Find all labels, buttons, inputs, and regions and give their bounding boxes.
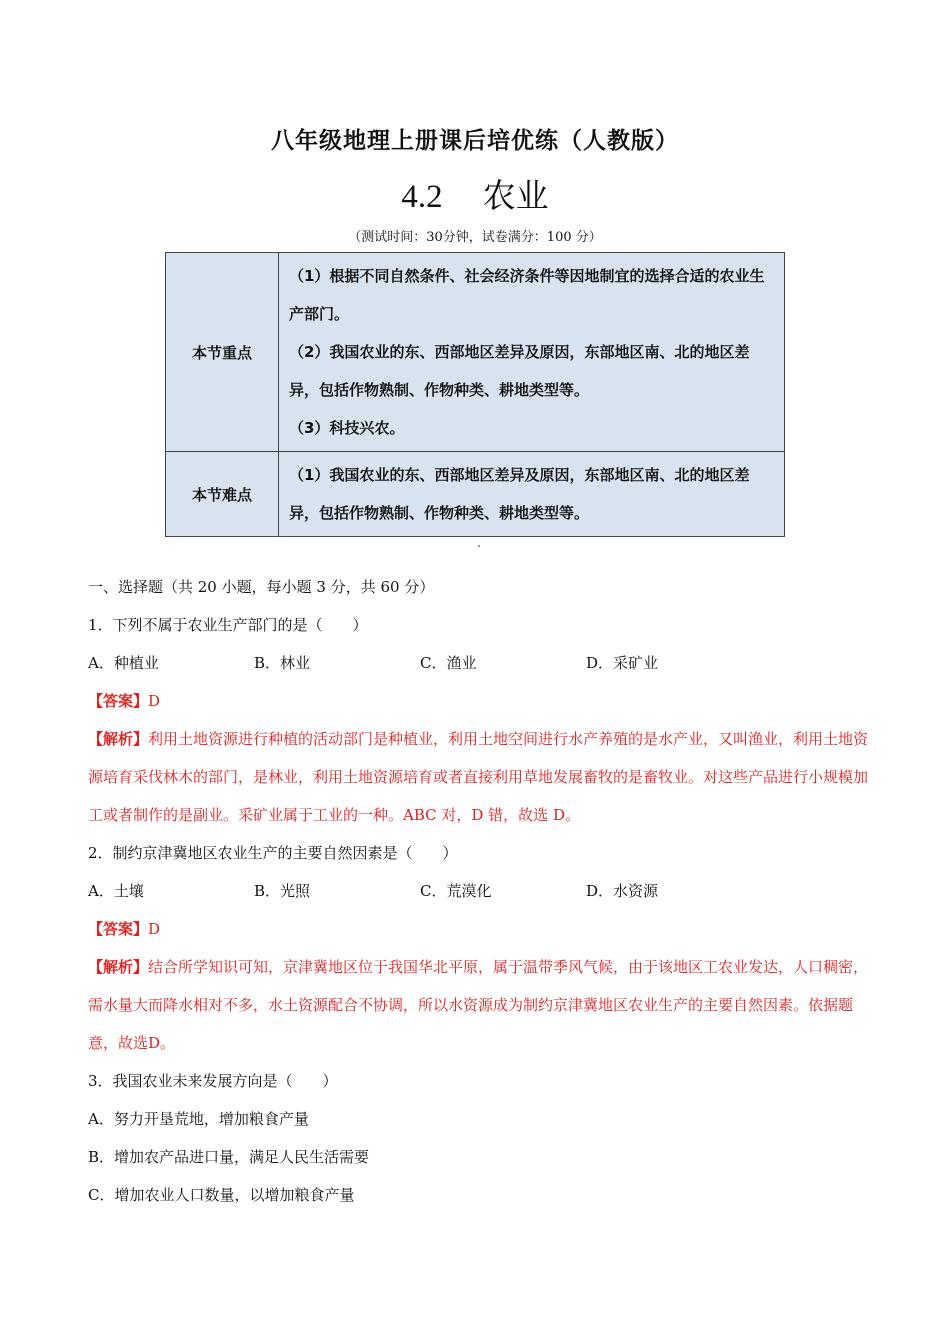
difficult-point-item: （1）我国农业的东、西部地区差异及原因，东部地区南、北的地区差异，包括作物熟制、作物种类、耕地类型等。	[289, 466, 750, 522]
questions-area	[88, 568, 878, 1214]
key-points-label: 本节重点	[166, 253, 279, 452]
question-2-analysis	[88, 948, 878, 1062]
difficult-points-content	[279, 452, 785, 537]
question-1-options	[88, 644, 878, 682]
option-a: A．努力开垦荒地，增加粮食产量	[88, 1110, 309, 1128]
difficult-points-label: 本节难点	[166, 452, 279, 537]
key-points-content	[279, 253, 785, 452]
question-2-options	[88, 872, 878, 910]
divider-dot	[478, 545, 480, 547]
key-points-row	[166, 253, 785, 452]
key-points-table	[165, 252, 785, 537]
answer-value: D	[148, 692, 161, 710]
key-point-item: （3）科技兴农。	[289, 419, 405, 437]
question-2-answer	[88, 910, 878, 948]
answer-value: D	[148, 920, 161, 938]
option-b: B．林业	[254, 654, 311, 672]
question-1-answer	[88, 682, 878, 720]
question-2-stem: 2．制约京津冀地区农业生产的主要自然因素是（ ）	[88, 844, 458, 862]
analysis-text: 结合所学知识可知，京津冀地区位于我国华北平原，属于温带季风气候，由于该地区工农业发达，人口稠密，需水量大而降水相对不多，水土资源配合不协调，所以水资源成为制约京津冀地区农业生产的主要自然因素。依据题意，故选D。	[88, 958, 869, 1052]
option-d: D．水资源	[586, 882, 659, 900]
analysis-text: 利用土地资源进行种植的活动部门是种植业，利用土地空间进行水产养殖的是水产业，又叫渔业，利用土地资源培育采伐林木的部门，是林业，利用土地资源培育或者直接利用草地发展畜牧的是畜牧业。对这些产品进行小规模加工或者制作的是副业。采矿业属于工业的一种。ABC 对，D 错，故选 D。	[88, 730, 869, 824]
option-c: C．增加农业人口数量，以增加粮食产量	[88, 1186, 355, 1204]
section-number: 4.2	[401, 179, 443, 215]
answer-tag: 【答案】	[88, 920, 149, 938]
option-b: B．增加农产品进口量，满足人民生活需要	[88, 1148, 370, 1166]
option-b: B．光照	[254, 882, 311, 900]
answer-tag: 【答案】	[88, 692, 149, 710]
document-title: 八年级地理上册课后培优练（人教版）	[271, 128, 679, 154]
option-c: C．荒漠化	[420, 882, 492, 900]
test-info: （测试时间：30分钟，试卷满分：100 分）	[348, 230, 602, 245]
option-a: A．种植业	[88, 654, 159, 672]
option-a: A．土壤	[88, 882, 144, 900]
question-3-stem: 3．我国农业未来发展方向是（ ）	[88, 1072, 338, 1090]
option-c: C．渔业	[420, 654, 477, 672]
question-1-stem: 1．下列不属于农业生产部门的是（ ）	[88, 616, 368, 634]
key-point-item: （2）我国农业的东、西部地区差异及原因，东部地区南、北的地区差异，包括作物熟制、作物种类、耕地类型等。	[289, 343, 750, 399]
analysis-tag: 【解析】	[88, 958, 149, 976]
section-title	[0, 170, 950, 217]
section-name: 农业	[482, 176, 549, 215]
difficult-points-row	[166, 452, 785, 537]
section-heading: 一、选择题（共 20 小题，每小题 3 分，共 60 分）	[88, 578, 435, 596]
analysis-tag: 【解析】	[88, 730, 149, 748]
question-1-analysis	[88, 720, 878, 834]
key-point-item: （1）根据不同自然条件、社会经济条件等因地制宜的选择合适的农业生产部门。	[289, 267, 765, 323]
option-d: D．采矿业	[586, 654, 659, 672]
